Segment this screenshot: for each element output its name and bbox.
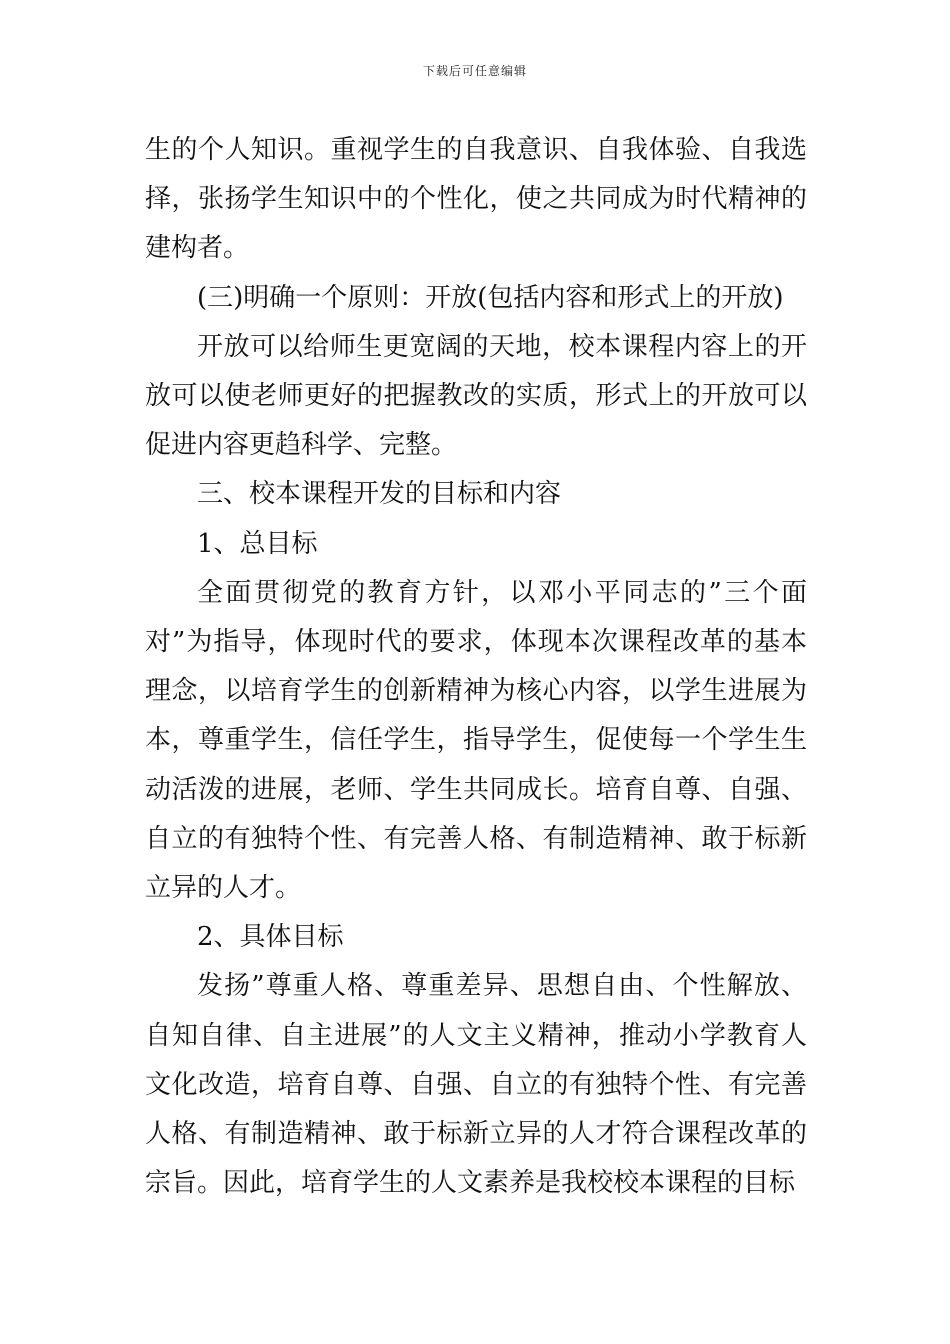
paragraph-openness: 开放可以给师生更宽阔的天地，校本课程内容上的开放可以使老师更好的把握教改的实质，形式上的开放可以促进内容更趋科学、完整。 <box>145 331 807 461</box>
paragraph-continuation: 生的个人知识。重视学生的自我意识、自我体验、自我选择，张扬学生知识中的个性化，使之共同成为时代精神的建构者。 <box>145 135 807 264</box>
document-body <box>145 126 807 1208</box>
paragraph-principle-heading: (三)明确一个原则：开放(包括内容和形式上的开放) <box>197 282 784 313</box>
paragraph-overall-goal: 全面贯彻党的教育方针，以邓小平同志的”三个面对”为指导，体现时代的要求，体现本次课程改革的基本理念，以培育学生的创新精神为核心内容，以学生进展为本，尊重学生，信任学生，指导学生，促使每一个学生生动活泼的进展，老师、学生共同成长。培育自尊、自强、自立的有独特个性、有完善人格、有制造精神、敢于标新立异的人才。 <box>145 577 807 904</box>
page-header: 下载后可任意编辑 <box>422 64 527 78</box>
subheading-overall-goal: 1、总目标 <box>197 528 318 559</box>
section-heading-goals-content: 三、校本课程开发的目标和内容 <box>197 479 562 510</box>
paragraph-specific-goals: 发扬”尊重人格、尊重差异、思想自由、个性解放、自知自律、自主进展”的人文主义精神，推动小学教育人文化改造，培育自尊、自强、自立的有独特个性、有完善人格、有制造精神、敢于标新立异的人才符合课程改革的宗旨。因此，培育学生的人文素养是我校校本课程的目标 <box>145 971 807 1199</box>
subheading-specific-goals: 2、具体目标 <box>197 922 344 953</box>
